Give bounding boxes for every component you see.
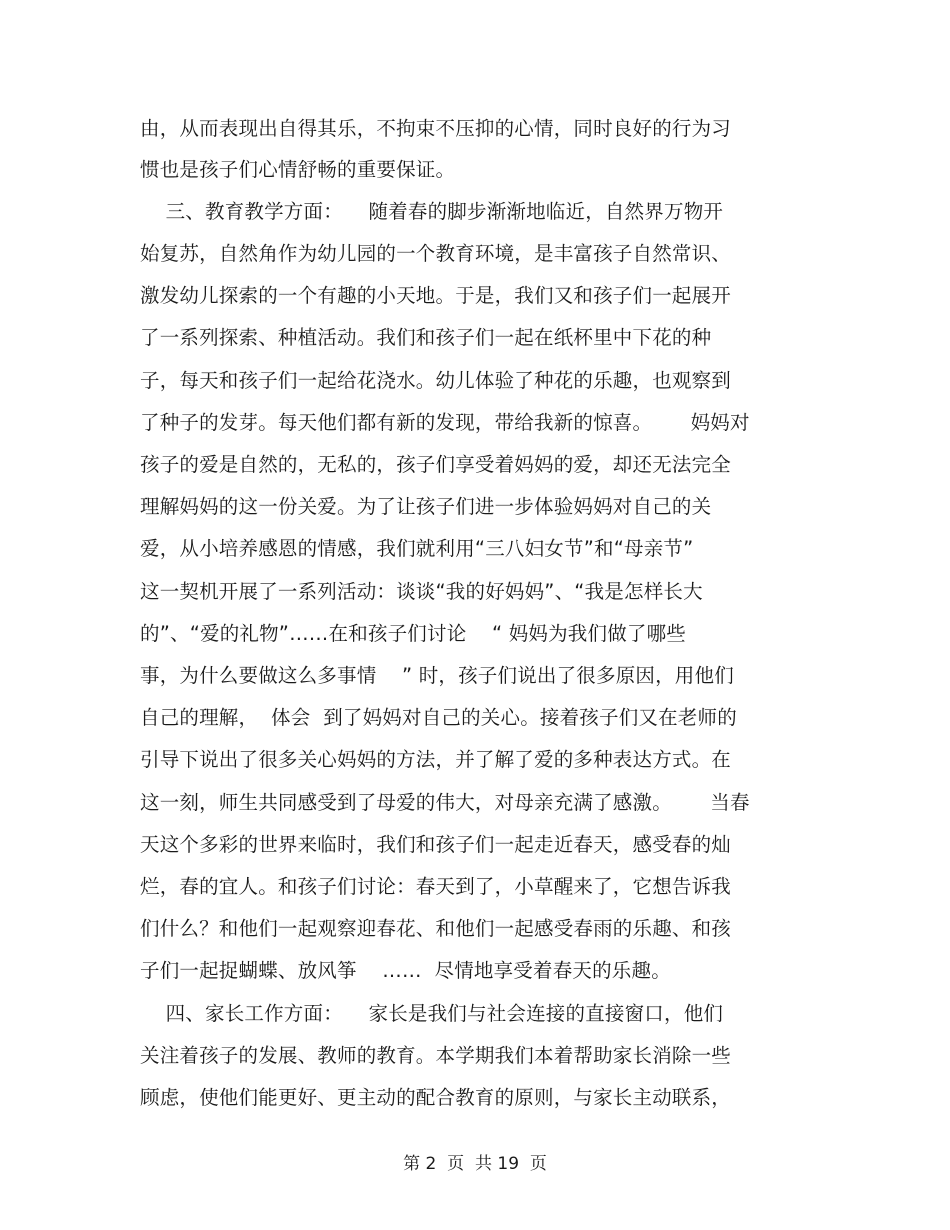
text-line: 的”、“爱的礼物”……在和孩子们讨论 “ 妈妈为我们做了哪些 (140, 622, 687, 645)
text-line: 这一契机开展了一系列活动：谈谈“我的好妈妈”、“我是怎样长大 (140, 580, 703, 603)
text-line: 烂，春的宜人。和孩子们讨论：春天到了，小草醒来了，它想告诉我 (140, 875, 732, 898)
text-line: 顾虑，使他们能更好、更主动的配合教育的原则，与家长主动联系， (140, 1086, 732, 1109)
text-line: 由，从而表现出自得其乐，不拘束不压抑的心情，同时良好的行为习 (140, 117, 732, 140)
text-line: 三、教育教学方面： 随着春的脚步渐渐地临近，自然界万物开 (140, 200, 724, 223)
text-line: 了一系列探索、种植活动。我们和孩子们一起在纸杯里中下花的种 (140, 326, 712, 349)
text-line: 始复苏，自然角作为幼儿园的一个教育环境，是丰富孩子自然常识、 (140, 242, 732, 265)
text-line: 们什么？和他们一起观察迎春花、和他们一起感受春雨的乐趣、和孩 (140, 917, 732, 940)
text-line: 了种子的发芽。每天他们都有新的发现，带给我新的惊喜。 妈妈对 (140, 411, 750, 434)
text-line: 惯也是孩子们心情舒畅的重要保证。 (140, 158, 456, 181)
text-line: 自己的理解， 体会 到了妈妈对自己的关心。接着孩子们又在老师的 (140, 706, 737, 729)
text-line: 天这个多彩的世界来临时，我们和孩子们一起走近春天，感受春的灿 (140, 833, 732, 856)
text-line: 事，为什么要做这么多事情 ” 时，孩子们说出了很多原因，用他们 (140, 664, 734, 687)
text-line: 关注着孩子的发展、教师的教育。本学期我们本着帮助家长消除一些 (140, 1044, 732, 1067)
text-line: 理解妈妈的这一份关爱。为了让孩子们进一步体验妈妈对自己的关 (140, 495, 712, 518)
text-line: 爱，从小培养感恩的情感，我们就利用“三八妇女节”和“母亲节” (140, 537, 694, 560)
text-line: 孩子的爱是自然的，无私的，孩子们享受着妈妈的爱，却还无法完全 (140, 453, 732, 476)
text-line: 四、家长工作方面： 家长是我们与社会连接的直接窗口，他们 (140, 1002, 724, 1025)
text-line: 子，每天和孩子们一起给花浇水。幼儿体验了种花的乐趣，也观察到 (140, 369, 732, 392)
text-line: 引导下说出了很多关心妈妈的方法，并了解了爱的多种表达方式。在 (140, 748, 732, 771)
page-number-footer: 第 2 页 共 19 页 (403, 1154, 547, 1174)
text-line: 子们一起捉蝴蝶、放风筝 …… 尽情地享受着春天的乐趣。 (140, 959, 671, 982)
text-line: 激发幼儿探索的一个有趣的小天地。于是，我们又和孩子们一起展开 (140, 284, 732, 307)
text-line: 这一刻，师生共同感受到了母爱的伟大，对母亲充满了感激。 当春 (140, 791, 750, 814)
